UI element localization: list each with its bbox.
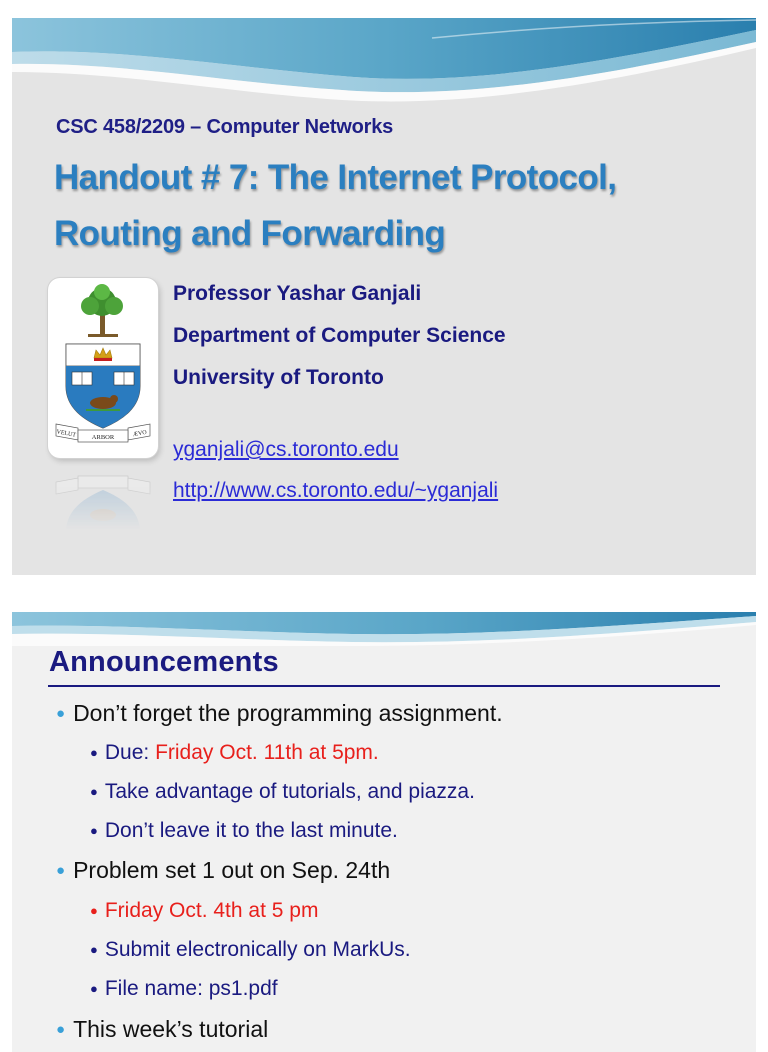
bullet-dot-icon: ● xyxy=(90,903,98,918)
announcements-slide xyxy=(12,612,756,1052)
crest-motto-1: VELUT xyxy=(55,429,77,439)
course-code: CSC 458/2209 – Computer Networks xyxy=(56,116,394,138)
list-item: ● This week’s tutorial xyxy=(56,1016,269,1042)
author-name: Professor Yashar Ganjali xyxy=(173,282,422,305)
handout-title-line1: Handout # 7: The Internet Protocol, xyxy=(54,158,617,197)
bullet-dot-icon: ● xyxy=(56,862,66,879)
bullet-dot-icon: ● xyxy=(90,981,98,996)
heading-underline xyxy=(48,685,720,687)
crest-motto-2: ARBOR xyxy=(91,434,115,441)
bullet-dot-icon: ● xyxy=(90,784,98,799)
author-department: Department of Computer Science xyxy=(173,324,506,347)
university-crest xyxy=(48,278,158,458)
bullet-dot-icon: ● xyxy=(90,745,98,760)
list-item: ● Friday Oct. 4th at 5 pm xyxy=(90,899,319,922)
slide-heading: Announcements xyxy=(49,646,279,678)
list-item: ● Take advantage of tutorials, and piazza. xyxy=(90,780,475,803)
bullet-dot-icon: ● xyxy=(56,1021,66,1038)
list-item: ● Don’t forget the programming assignment. xyxy=(56,700,503,726)
list-item: ● Due: Friday Oct. 11th at 5pm. xyxy=(90,741,379,764)
wave-banner xyxy=(12,18,756,128)
list-item: ● Submit electronically on MarkUs. xyxy=(90,938,411,961)
list-item: ● File name: ps1.pdf xyxy=(90,977,278,1000)
bullet-dot-icon: ● xyxy=(56,705,66,722)
university-crest-icon xyxy=(48,278,158,458)
author-university: University of Toronto xyxy=(173,366,384,389)
list-item: ● Problem set 1 out on Sep. 24th xyxy=(56,857,391,883)
wave-banner xyxy=(12,612,756,646)
author-email-link[interactable]: yganjali@cs.toronto.edu xyxy=(173,438,399,461)
crest-reflection-icon xyxy=(48,460,158,530)
title-slide xyxy=(12,18,756,575)
crest-motto-3: ÆVO xyxy=(132,429,148,439)
bullet-dot-icon: ● xyxy=(90,942,98,957)
author-homepage-link[interactable]: http://www.cs.toronto.edu/~yganjali xyxy=(173,479,499,502)
crest-reflection xyxy=(48,460,158,530)
list-item: ● Don’t leave it to the last minute. xyxy=(90,819,398,842)
handout-title-line2: Routing and Forwarding xyxy=(54,214,446,253)
bullet-dot-icon: ● xyxy=(90,823,98,838)
